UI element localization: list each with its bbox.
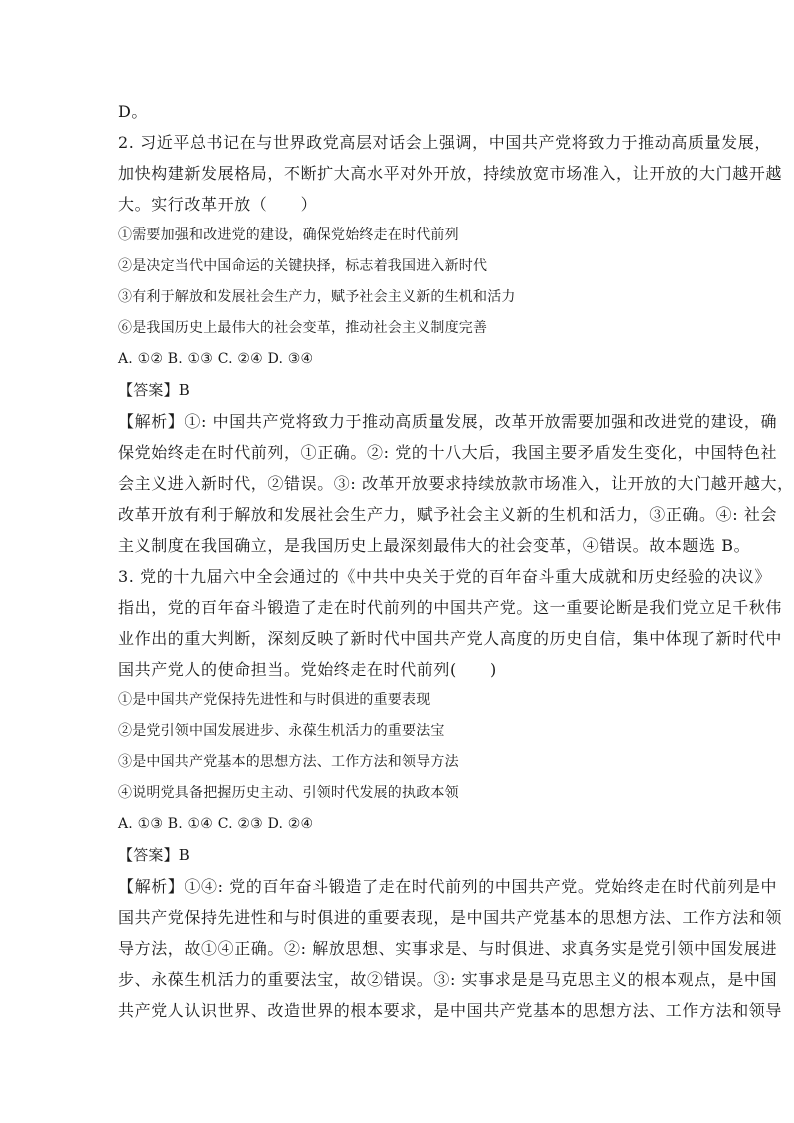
question-3-analysis-line-1: 【解析】①④: 党的百年奋斗锻造了走在时代前列的中国共产党。党始终走在时代前列是中 [118,877,778,896]
question-3-stem-line-4: 国共产党人的使命担当。党始终走在时代前列( ) [118,660,497,679]
question-2-stem-line-3: 大。实行改革开放（ ） [118,195,318,214]
question-2-analysis-line-2: 保党始终走在时代前列，①正确。②: 党的十八大后，我国主要矛盾发生变化，中国特色社 [118,443,778,462]
question-3-statement-4: ④说明党具备把握历史主动、引领时代发展的执政本领 [118,785,459,801]
question-2-statement-3: ③有利于解放和发展社会生产力，赋予社会主义新的生机和活力 [118,289,516,305]
question-3-analysis-line-5: 共产党人认识世界、改造世界的根本要求，是中国共产党基本的思想方法、工作方法和领导 [118,1001,783,1020]
question-2-analysis-line-1: 【解析】①: 中国共产党将致力于推动高质量发展，改革开放需要加强和改进党的建设，确 [118,412,778,431]
question-2-statement-4: ⑥是我国历史上最伟大的社会变革，推动社会主义制度完善 [118,320,488,336]
question-2-choices: A. ①② B. ①③ C. ②④ D. ③④ [118,351,314,367]
question-3-statement-1: ①是中国共产党保持先进性和与时俱进的重要表现 [118,692,431,708]
question-3-stem-line-1: 3. 党的十九届六中全会通过的《中共中央关于党的百年奋斗重大成就和历史经验的决议》 [118,567,771,586]
question-2-statement-1: ①需要加强和改进党的建设，确保党始终走在时代前列 [118,227,459,243]
question-2-statement-2: ②是决定当代中国命运的关键抉择，标志着我国进入新时代 [118,258,488,274]
question-3-stem-line-3: 业作出的重大判断，深刻反映了新时代中国共产党人高度的历史自信，集中体现了新时代中 [118,629,783,648]
question-3-stem-line-2: 指出，党的百年奋斗锻造了走在时代前列的中国共产党。这一重要论断是我们党立足千秋伟 [118,598,783,617]
question-2-stem-line-2: 加快构建新发展格局，不断扩大高水平对外开放，持续放宽市场准入，让开放的大门越开越 [118,164,783,183]
question-2-analysis-line-4: 改革开放有利于解放和发展社会生产力，赋予社会主义新的生机和活力，③正确。④: 社会 [118,505,778,524]
question-2-analysis-line-3: 会主义进入新时代，②错误。③: 改革开放要求持续放款市场准入，让开放的大门越开越大， [118,474,794,493]
question-3-analysis-line-4: 步、永葆生机活力的重要法宝，故②错误。③: 实事求是是马克思主义的根本观点，是中国 [118,970,778,989]
question-2-analysis-line-5: 主义制度在我国确立，是我国历史上最深刻最伟大的社会变革，④错误。故本题选 B。 [118,536,751,555]
prev-answer-tail: D。 [118,102,149,121]
question-3-answer: 【答案】B [118,846,191,864]
question-3-analysis-line-2: 国共产党保持先进性和与时俱进的重要表现，是中国共产党基本的思想方法、工作方法和领 [118,908,783,927]
question-3-choices: A. ①③ B. ①④ C. ②③ D. ②④ [118,816,314,832]
question-3-analysis-line-3: 导方法，故①④正确。②: 解放思想、实事求是、与时俱进、求真务实是党引领中国发展进 [118,939,778,958]
question-2-answer: 【答案】B [118,381,191,399]
question-3-statement-3: ③是中国共产党基本的思想方法、工作方法和领导方法 [118,754,459,770]
document-page [118,96,794,1026]
question-2-stem-line-1: 2. 习近平总书记在与世界政党高层对话会上强调，中国共产党将致力于推动高质量发展， [118,133,771,152]
question-3-statement-2: ②是党引领中国发展进步、永葆生机活力的重要法宝 [118,723,445,739]
